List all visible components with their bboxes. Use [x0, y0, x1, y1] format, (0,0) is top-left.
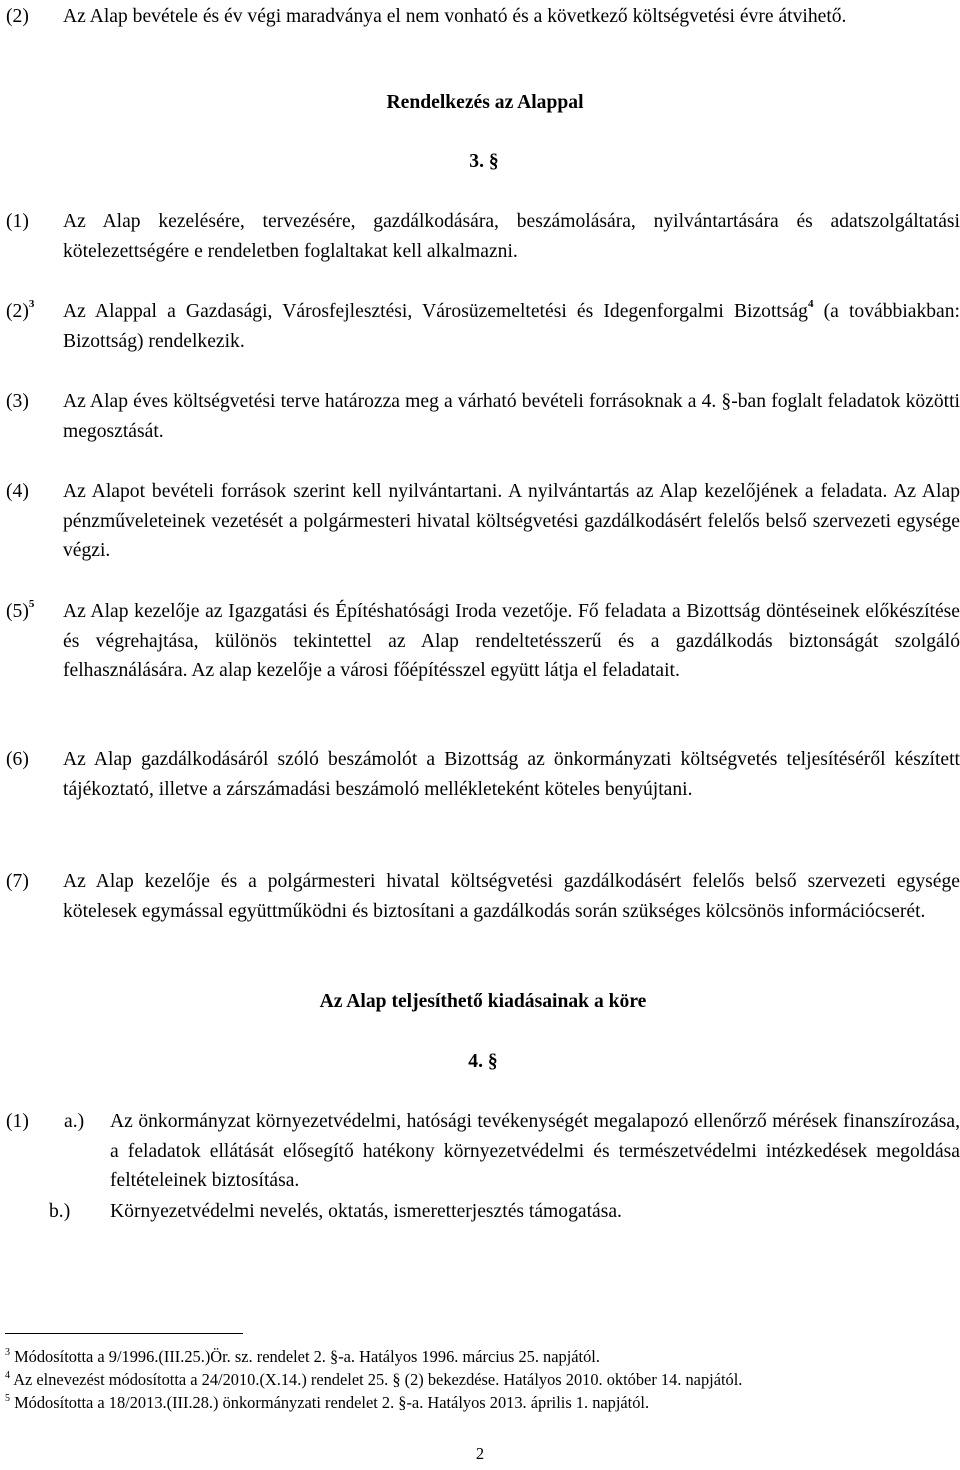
- paragraph-number: (1): [6, 1111, 29, 1132]
- paragraph-text: Az Alap kezelője az Igazgatási és Építéshatósági Iroda vezetője. Fő feladata a Bizottság döntéseinek előkészítése és végrehajtása, különös tekintettel az Alap rendeltetésszerű és a gazdálkodás biztonságát szolgáló felhasználására. Az alap kezelője a városi főépítésszel együtt látja el feladatait.: [63, 601, 960, 681]
- paragraph-text: Az Alapot bevételi források szerint kell nyilvántartani. A nyilvántartás az Alap kezelőjének a feladata. Az Alap pénzműveleteinek vezetését a polgármesteri hivatal költségvetési gazdálkodásért felelős belső szervezeti egysége végzi.: [63, 481, 960, 561]
- sub-item-label: b.): [49, 1201, 71, 1222]
- sub-item-label: a.): [64, 1111, 85, 1132]
- section-heading: Rendelkezés az Alappal: [386, 92, 584, 113]
- paragraph-number: (7): [6, 871, 29, 892]
- paragraph-number: $(5)^5$: [6, 598, 35, 622]
- section-sign: 4. §: [468, 1051, 498, 1072]
- sub-item-text: Az önkormányzat környezetvédelmi, hatósági tevékenységét megalapozó ellenőrző mérések finanszírozása, a feladatok ellátását elősegítő hatékony környezetvédelmi és természetvédelmi intézkedések megoldása feltételeinek biztosítása.: [110, 1111, 960, 1191]
- paragraph-text: Az Alap gazdálkodásáról szóló beszámolót a Bizottság az önkormányzati költségvetés teljesítéséről készített tájékoztató, illetve a zárszámadási beszámoló mellékleteként köteles benyújtani.: [63, 749, 960, 800]
- footnote-ref: 3: [28, 298, 35, 311]
- footnote: $^5$ Módosította a 18/2013.(III.28.) önkormányzati rendelet 2. §-a. Hatályos 2013. április 1. napjától.: [5, 1392, 650, 1412]
- paragraph-number: (3): [6, 391, 29, 412]
- paragraph-number: (2): [6, 6, 29, 27]
- paragraph-number: (1): [6, 211, 29, 232]
- paragraph-text: Az Alap kezelője és a polgármesteri hivatal költségvetési gazdálkodásért felelős belső szervezeti egysége kötelesek egymással együttműködni és biztosítani a gazdálkodás során szükséges kölcsönös információcserét.: [63, 871, 960, 922]
- paragraph-text: Az Alap éves költségvetési terve határozza meg a várható bevételi forrásoknak a 4. §-ban foglalt feladatok közötti megosztását.: [63, 391, 960, 442]
- page-number: 2: [475, 1444, 485, 1463]
- paragraph-text: Az Alappal a Gazdasági, Városfejlesztési, Városüzemeltetési és Idegenforgalmi Bizottság$^4$ (a továbbiakban: Bizottság) rendelkezik.: [63, 298, 960, 352]
- paragraph-number: $(2)^3$: [6, 298, 35, 322]
- sub-item-text: Környezetvédelmi nevelés, oktatás, ismeretterjesztés támogatása.: [110, 1201, 622, 1222]
- footnote: $^4$ Az elnevezést módosította a 24/2010.(X.14.) rendelet 25. § (2) bekezdése. Hatályos 2010. október 14. napjától.: [5, 1369, 743, 1389]
- footnote: $^3$ Módosította a 9/1996.(III.25.)Ör. sz. rendelet 2. §-a. Hatályos 1996. március 25. napjától.: [5, 1346, 600, 1366]
- paragraph-number: (4): [6, 481, 29, 502]
- paragraph-number: (6): [6, 749, 29, 770]
- section-heading: Az Alap teljesíthető kiadásainak a köre: [319, 991, 647, 1012]
- section-sign: 3. §: [469, 151, 499, 172]
- paragraph-text: Az Alap kezelésére, tervezésére, gazdálkodására, beszámolására, nyilvántartására és adatszolgáltatási kötelezettségére e rendeletben foglaltakat kell alkalmazni.: [63, 211, 960, 262]
- footnote-ref: 5: [28, 598, 35, 611]
- footnote-separator: [5, 1333, 243, 1334]
- paragraph-text: Az Alap bevétele és év végi maradványa el nem vonható és a következő költségvetési évre átvihető.: [63, 6, 847, 27]
- footnote-ref: 4: [807, 298, 814, 311]
